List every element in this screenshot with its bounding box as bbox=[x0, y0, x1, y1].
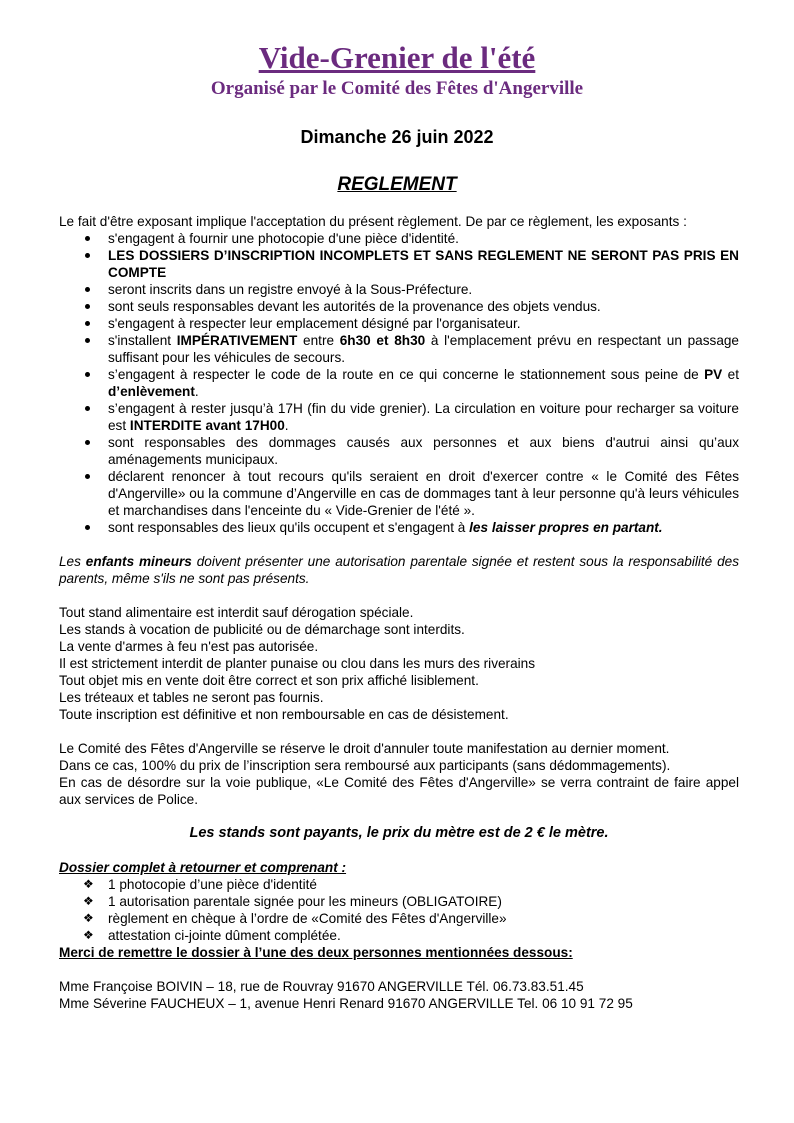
spacer bbox=[59, 961, 739, 978]
committee-line: En cas de désordre sur la voie publique, «Le Comité des Fêtes d'Angerville» se verra contraint de faire appel aux services de Police. bbox=[59, 775, 739, 807]
note-line: Tout stand alimentaire est interdit sauf dérogation spéciale. bbox=[59, 605, 414, 620]
list-item: ❖ 1 photocopie d’une pièce d'identité bbox=[83, 877, 317, 892]
rules-list bbox=[59, 230, 739, 536]
list-item: s’engagent à respecter le code de la route en ce qui concerne le stationnement sous peine de PV et d’enlèvement. bbox=[108, 367, 739, 399]
notes-block bbox=[59, 604, 739, 723]
page-title: Vide-Grenier de l'été bbox=[258, 40, 536, 75]
spacer bbox=[59, 808, 739, 825]
list-item: sont seuls responsables devant les autorités de la provenance des objets vendus. bbox=[108, 299, 601, 314]
committee-line: Le Comité des Fêtes d'Angerville se réserve le droit d'annuler toute manifestation au dernier moment. bbox=[59, 741, 670, 756]
note-line: Il est strictement interdit de planter punaise ou clou dans les murs des riverains bbox=[59, 656, 536, 671]
dossier-thanks: Merci de remettre le dossier à l’une des deux personnes mentionnées dessous: bbox=[59, 945, 573, 960]
price-line: Les stands sont payants, le prix du mètre est de 2 € le mètre. bbox=[189, 825, 609, 841]
list-item: ❖ 1 autorisation parentale signée pour les mineurs (OBLIGATOIRE) bbox=[83, 894, 502, 909]
list-item: déclarent renoncer à tout recours qu'ils seraient en droit d'exercer contre « le Comité des Fêtes d'Angerville» ou la commune d’Angerville en cas de dommages tant à leur personne qu'à leurs véhicules et marchandises dans l'enceinte du « Vide-Grenier de l'été ». bbox=[108, 469, 739, 518]
spacer bbox=[59, 536, 739, 553]
dossier-list bbox=[59, 876, 739, 944]
list-item: sont responsables des lieux qu'ils occupent et s'engagent à les laisser propres en partant. bbox=[108, 520, 663, 535]
list-item: s’engagent à rester jusqu’à 17H (fin du vide grenier). La circulation en voiture pour recharger sa voiture est INTERDITE avant 17H00. bbox=[108, 401, 739, 433]
minors-paragraph: Les enfants mineurs doivent présenter une autorisation parentale signée et restent sous la responsabilité des parents, même s'ils ne sont pas présents. bbox=[59, 554, 740, 586]
intro-paragraph: Le fait d'être exposant implique l'acceptation du présent règlement. De par ce règlement, les exposants : bbox=[59, 214, 687, 229]
note-line: Les stands à vocation de publicité ou de démarchage sont interdits. bbox=[59, 622, 465, 637]
list-item: s'engagent à fournir une photocopie d'une pièce d'identité. bbox=[108, 231, 459, 246]
page-subtitle: Organisé par le Comité des Fêtes d'Angerville bbox=[210, 78, 584, 99]
note-line: Toute inscription est définitive et non remboursable en cas de désistement. bbox=[59, 707, 509, 722]
note-line: La vente d'armes à feu n'est pas autorisée. bbox=[59, 639, 319, 654]
document-body bbox=[59, 213, 739, 1012]
list-item: s'engagent à respecter leur emplacement désigné par l'organisateur. bbox=[108, 316, 521, 331]
note-line: Tout objet mis en vente doit être correct et son prix affiché lisiblement. bbox=[59, 673, 479, 688]
list-item: seront inscrits dans un registre envoyé à la Sous-Préfecture. bbox=[108, 282, 473, 297]
dossier-heading: Dossier complet à retourner et comprenant : bbox=[59, 860, 347, 875]
contact-line: Mme Séverine FAUCHEUX – 1, avenue Henri Renard 91670 ANGERVILLE Tel. 06 10 91 72 95 bbox=[59, 996, 633, 1011]
note-line: Les tréteaux et tables ne seront pas fournis. bbox=[59, 690, 324, 705]
committee-block bbox=[59, 740, 739, 808]
event-date: Dimanche 26 juin 2022 bbox=[300, 127, 494, 147]
diamond-bullet-icon: ❖ bbox=[83, 894, 94, 908]
diamond-bullet-icon: ❖ bbox=[83, 877, 94, 891]
spacer bbox=[59, 842, 739, 859]
diamond-bullet-icon: ❖ bbox=[83, 911, 94, 925]
list-item: sont responsables des dommages causés aux personnes et aux biens d'autrui ainsi qu’aux aménagements municipaux. bbox=[108, 435, 739, 467]
list-item: LES DOSSIERS D’INSCRIPTION INCOMPLETS ET SANS REGLEMENT NE SERONT PAS PRIS EN COMPTE bbox=[108, 248, 739, 280]
list-item: ❖ règlement en chèque à l’ordre de «Comité des Fêtes d'Angerville» bbox=[83, 911, 507, 926]
list-item: ❖ attestation ci-jointe dûment complétée. bbox=[83, 928, 341, 943]
spacer bbox=[59, 587, 739, 604]
list-item: s'installent IMPÉRATIVEMENT entre 6h30 et 8h30 à l'emplacement prévu en respectant un passage suffisant pour les véhicules de secours. bbox=[108, 333, 739, 365]
section-heading: REGLEMENT bbox=[337, 174, 457, 195]
spacer bbox=[59, 723, 739, 740]
contact-line: Mme Françoise BOIVIN – 18, rue de Rouvray 91670 ANGERVILLE Tél. 06.73.83.51.45 bbox=[59, 979, 584, 994]
committee-line: Dans ce cas, 100% du prix de l’inscription sera remboursé aux participants (sans dédommagements). bbox=[59, 758, 671, 773]
diamond-bullet-icon: ❖ bbox=[83, 928, 94, 942]
